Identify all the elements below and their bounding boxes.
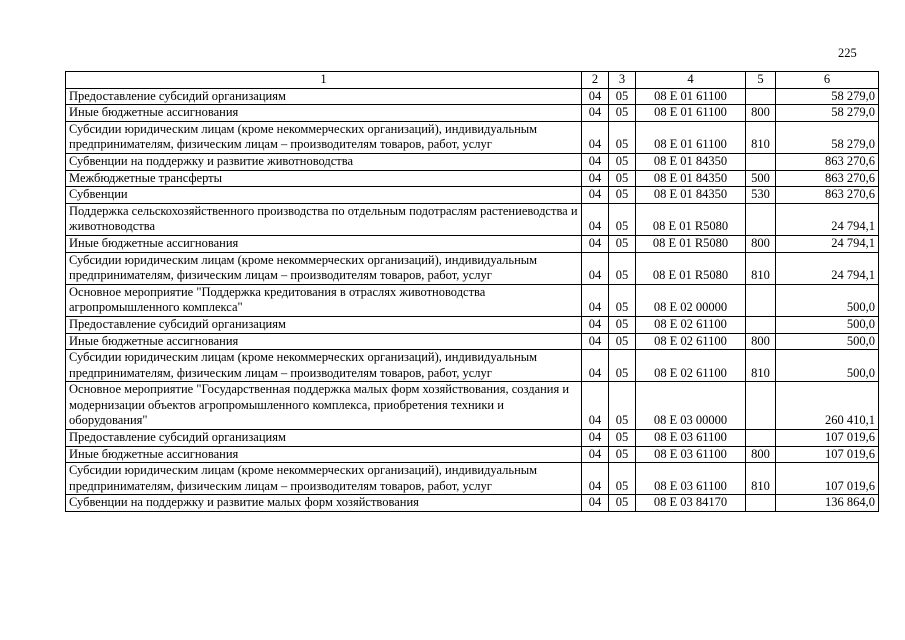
table-row (66, 350, 879, 382)
row-name-cell: Предоставление субсидий организациям (66, 88, 582, 105)
amount-cell: 136 864,0 (776, 495, 879, 512)
table-row (66, 446, 879, 463)
table-row (66, 252, 879, 284)
row-name-cell: Иные бюджетные ассигнования (66, 333, 582, 350)
target-article-cell: 08 Е 01 61100 (636, 105, 746, 122)
subsection-code-cell: 05 (609, 430, 636, 447)
expense-type-cell (746, 88, 776, 105)
target-article-cell: 08 Е 01 61100 (636, 88, 746, 105)
section-code-cell: 04 (582, 284, 609, 316)
target-article-cell: 08 Е 01 84350 (636, 187, 746, 204)
expense-type-cell: 810 (746, 252, 776, 284)
table-row (66, 284, 879, 316)
table-row (66, 170, 879, 187)
column-header: 2 (582, 72, 609, 89)
amount-cell: 107 019,6 (776, 430, 879, 447)
target-article-cell: 08 Е 02 00000 (636, 284, 746, 316)
row-name-cell: Иные бюджетные ассигнования (66, 235, 582, 252)
section-code-cell: 04 (582, 333, 609, 350)
table-row (66, 203, 879, 235)
expense-type-cell: 500 (746, 170, 776, 187)
table-row (66, 430, 879, 447)
table-row (66, 235, 879, 252)
subsection-code-cell: 05 (609, 350, 636, 382)
row-name-cell: Субсидии юридическим лицам (кроме некоммерческих организаций), индивидуальным предпринимателям, физическим лицам – производителям товаров, работ, услуг (66, 350, 582, 382)
row-name-cell: Предоставление субсидий организациям (66, 316, 582, 333)
table-row (66, 463, 879, 495)
subsection-code-cell: 05 (609, 153, 636, 170)
expense-type-cell (746, 284, 776, 316)
row-name-cell: Основное мероприятие "Поддержка кредитования в отраслях животноводства агропромышленного комплекса" (66, 284, 582, 316)
expense-type-cell (746, 430, 776, 447)
subsection-code-cell: 05 (609, 495, 636, 512)
subsection-code-cell: 05 (609, 382, 636, 430)
subsection-code-cell: 05 (609, 187, 636, 204)
table-row (66, 88, 879, 105)
section-code-cell: 04 (582, 446, 609, 463)
row-name-cell: Субсидии юридическим лицам (кроме некоммерческих организаций), индивидуальным предпринимателям, физическим лицам – производителям товаров, работ, услуг (66, 252, 582, 284)
target-article-cell: 08 Е 03 61100 (636, 446, 746, 463)
target-article-cell: 08 Е 02 61100 (636, 316, 746, 333)
section-code-cell: 04 (582, 153, 609, 170)
amount-cell: 863 270,6 (776, 187, 879, 204)
subsection-code-cell: 05 (609, 316, 636, 333)
subsection-code-cell: 05 (609, 121, 636, 153)
amount-cell: 24 794,1 (776, 235, 879, 252)
section-code-cell: 04 (582, 316, 609, 333)
table-row (66, 495, 879, 512)
row-name-cell: Межбюджетные трансферты (66, 170, 582, 187)
amount-cell: 500,0 (776, 316, 879, 333)
subsection-code-cell: 05 (609, 446, 636, 463)
row-name-cell: Основное мероприятие "Государственная поддержка малых форм хозяйствования, создания и модернизации объектов агропромышленного комплекса, приобретения техники и оборудования" (66, 382, 582, 430)
row-name-cell: Иные бюджетные ассигнования (66, 446, 582, 463)
section-code-cell: 04 (582, 235, 609, 252)
amount-cell: 24 794,1 (776, 252, 879, 284)
column-header: 5 (746, 72, 776, 89)
target-article-cell: 08 Е 01 61100 (636, 121, 746, 153)
amount-cell: 863 270,6 (776, 153, 879, 170)
subsection-code-cell: 05 (609, 463, 636, 495)
target-article-cell: 08 Е 01 84350 (636, 170, 746, 187)
section-code-cell: 04 (582, 88, 609, 105)
section-code-cell: 04 (582, 105, 609, 122)
table-row (66, 121, 879, 153)
section-code-cell: 04 (582, 382, 609, 430)
amount-cell: 24 794,1 (776, 203, 879, 235)
table-row (66, 382, 879, 430)
amount-cell: 260 410,1 (776, 382, 879, 430)
subsection-code-cell: 05 (609, 88, 636, 105)
expense-type-cell: 800 (746, 446, 776, 463)
amount-cell: 58 279,0 (776, 121, 879, 153)
table-row (66, 333, 879, 350)
subsection-code-cell: 05 (609, 203, 636, 235)
subsection-code-cell: 05 (609, 105, 636, 122)
table-header-row (66, 72, 879, 89)
section-code-cell: 04 (582, 252, 609, 284)
expense-type-cell: 810 (746, 350, 776, 382)
expense-type-cell: 810 (746, 121, 776, 153)
subsection-code-cell: 05 (609, 170, 636, 187)
row-name-cell: Субвенции на поддержку и развитие малых форм хозяйствования (66, 495, 582, 512)
target-article-cell: 08 Е 01 84350 (636, 153, 746, 170)
table-row (66, 153, 879, 170)
section-code-cell: 04 (582, 203, 609, 235)
section-code-cell: 04 (582, 463, 609, 495)
target-article-cell: 08 Е 03 00000 (636, 382, 746, 430)
budget-table (65, 71, 879, 512)
section-code-cell: 04 (582, 187, 609, 204)
amount-cell: 107 019,6 (776, 446, 879, 463)
target-article-cell: 08 Е 03 61100 (636, 463, 746, 495)
subsection-code-cell: 05 (609, 235, 636, 252)
row-name-cell: Предоставление субсидий организациям (66, 430, 582, 447)
target-article-cell: 08 Е 03 61100 (636, 430, 746, 447)
subsection-code-cell: 05 (609, 333, 636, 350)
target-article-cell: 08 Е 01 R5080 (636, 203, 746, 235)
target-article-cell: 08 Е 02 61100 (636, 333, 746, 350)
amount-cell: 500,0 (776, 333, 879, 350)
expense-type-cell: 800 (746, 105, 776, 122)
row-name-cell: Субвенции на поддержку и развитие животноводства (66, 153, 582, 170)
amount-cell: 107 019,6 (776, 463, 879, 495)
row-name-cell: Поддержка сельскохозяйственного производства по отдельным подотраслям растениеводства и животноводства (66, 203, 582, 235)
subsection-code-cell: 05 (609, 284, 636, 316)
amount-cell: 58 279,0 (776, 105, 879, 122)
expense-type-cell (746, 153, 776, 170)
column-header: 3 (609, 72, 636, 89)
target-article-cell: 08 Е 01 R5080 (636, 252, 746, 284)
amount-cell: 863 270,6 (776, 170, 879, 187)
expense-type-cell: 800 (746, 333, 776, 350)
table-row (66, 316, 879, 333)
expense-type-cell: 530 (746, 187, 776, 204)
row-name-cell: Субвенции (66, 187, 582, 204)
column-header: 1 (66, 72, 582, 89)
column-header: 6 (776, 72, 879, 89)
amount-cell: 500,0 (776, 284, 879, 316)
subsection-code-cell: 05 (609, 252, 636, 284)
expense-type-cell (746, 382, 776, 430)
section-code-cell: 04 (582, 121, 609, 153)
row-name-cell: Субсидии юридическим лицам (кроме некоммерческих организаций), индивидуальным предпринимателям, физическим лицам – производителям товаров, работ, услуг (66, 121, 582, 153)
target-article-cell: 08 Е 03 84170 (636, 495, 746, 512)
section-code-cell: 04 (582, 350, 609, 382)
section-code-cell: 04 (582, 430, 609, 447)
amount-cell: 58 279,0 (776, 88, 879, 105)
section-code-cell: 04 (582, 170, 609, 187)
section-code-cell: 04 (582, 495, 609, 512)
column-header: 4 (636, 72, 746, 89)
table-row (66, 187, 879, 204)
amount-cell: 500,0 (776, 350, 879, 382)
target-article-cell: 08 Е 01 R5080 (636, 235, 746, 252)
expense-type-cell: 800 (746, 235, 776, 252)
page-number: 225 (838, 46, 857, 60)
expense-type-cell (746, 316, 776, 333)
expense-type-cell (746, 495, 776, 512)
row-name-cell: Иные бюджетные ассигнования (66, 105, 582, 122)
table-row (66, 105, 879, 122)
expense-type-cell (746, 203, 776, 235)
row-name-cell: Субсидии юридическим лицам (кроме некоммерческих организаций), индивидуальным предпринимателям, физическим лицам – производителям товаров, работ, услуг (66, 463, 582, 495)
expense-type-cell: 810 (746, 463, 776, 495)
target-article-cell: 08 Е 02 61100 (636, 350, 746, 382)
